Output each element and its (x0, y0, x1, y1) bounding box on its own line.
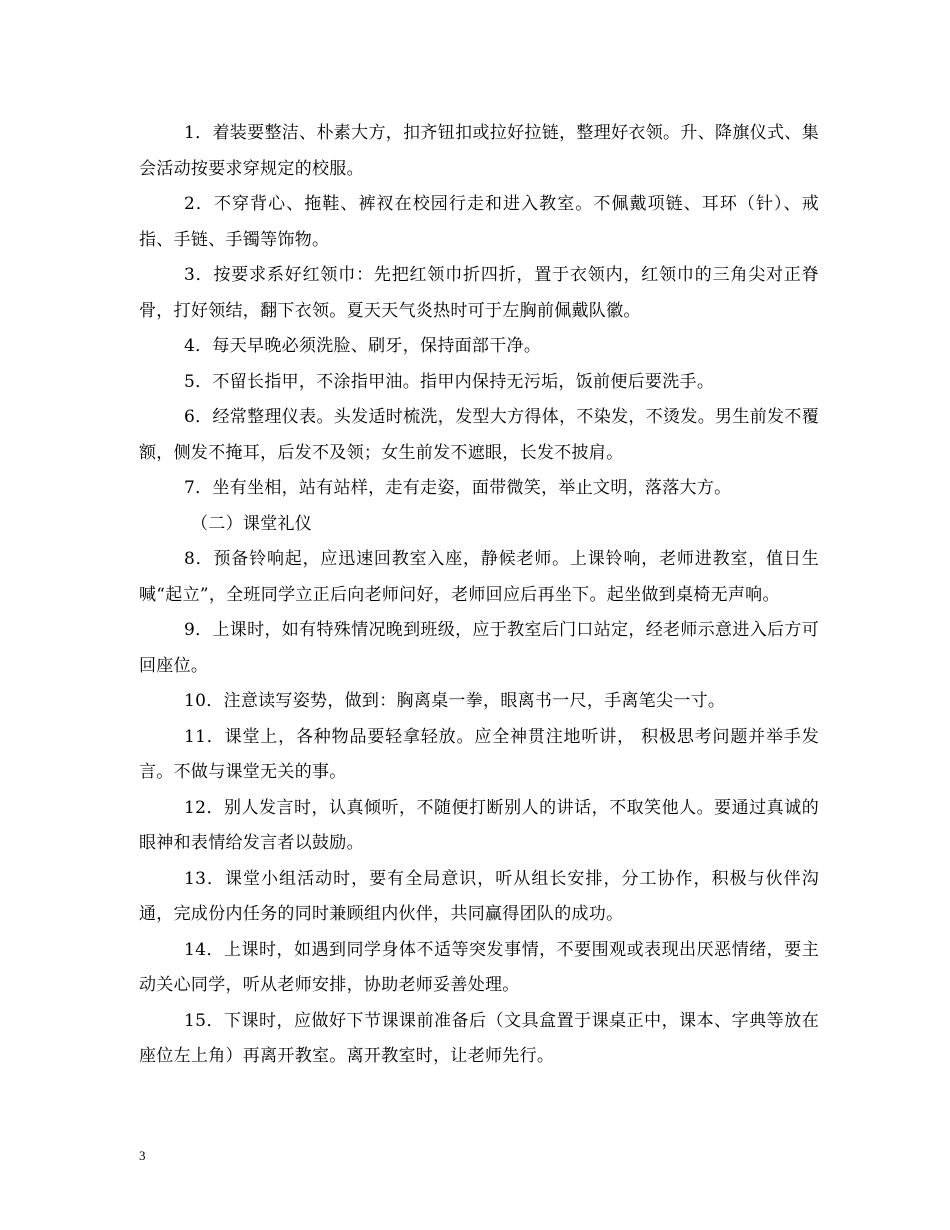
rule-15: 15．下课时，应做好下节课课前准备后（文具盒置于课桌正中，课本、字典等放在座位左上角）再离开教室。离开教室时，让老师先行。 (139, 1010, 819, 1066)
rule-8: 8．预备铃响起，应迅速回教室入座，静候老师。上课铃响，老师进教室，值日生喊“起立”，全班同学立正后向老师问好，老师回应后再坐下。起坐做到桌椅无声响。 (139, 549, 819, 605)
document-body (139, 116, 819, 1075)
rule-9: 9．上课时，如有特殊情况晚到班级，应于教室后门口站定，经老师示意进入后方可回座位。 (139, 620, 819, 676)
rule-12: 12．别人发言时，认真倾听，不随便打断别人的讲话，不取笑他人。要通过真诚的眼神和表情给发言者以鼓励。 (139, 797, 819, 853)
rule-4: 4．每天早晚必须洗脸、刷牙，保持面部干净。 (184, 336, 542, 356)
rule-2: 2．不穿背心、拖鞋、裤衩在校园行走和进入教室。不佩戴项链、耳环（针）、戒指、手链、手镯等饰物。 (139, 194, 819, 250)
rule-1: 1．着装要整洁、朴素大方，扣齐钮扣或拉好拉链，整理好衣领。升、降旗仪式、集会活动按要求穿规定的校服。 (139, 123, 819, 179)
section-heading: （二）课堂礼仪 (191, 513, 313, 534)
rule-11: 11．课堂上，各种物品要轻拿轻放。应全神贯注地听讲， 积极思考问题并举手发言。不做与课堂无关的事。 (139, 726, 819, 782)
rule-5: 5．不留长指甲，不涂指甲油。指甲内保持无污垢，饭前便后要洗手。 (184, 371, 715, 392)
rule-14: 14．上课时，如遇到同学身体不适等突发事情，不要围观或表现出厌恶情绪，要主动关心同学，听从老师安排，协助老师妥善处理。 (139, 939, 819, 995)
rule-3: 3．按要求系好红领巾：先把红领巾折四折，置于衣领内，红领巾的三角尖对正脊骨，打好领结，翻下衣领。夏天天气炎热时可于左胸前佩戴队徽。 (139, 265, 819, 321)
rule-7: 7．坐有坐相，站有站样，走有走姿，面带微笑，举止文明，落落大方。 (184, 478, 732, 498)
rule-13: 13．课堂小组活动时，要有全局意识，听从组长安排，分工协作，积极与伙伴沟通，完成份内任务的同时兼顾组内伙伴，共同赢得团队的成功。 (139, 868, 819, 924)
rule-10: 10．注意读写姿势，做到：胸离桌一拳，眼离书一尺，手离笔尖一寸。 (184, 691, 726, 711)
rule-6: 6．经常整理仪表。头发适时梳洗，发型大方得体，不染发，不烫发。男生前发不覆额，侧发不掩耳，后发不及领；女生前发不遮眼，长发不披肩。 (139, 407, 819, 463)
page-number: 3 (139, 1148, 146, 1163)
